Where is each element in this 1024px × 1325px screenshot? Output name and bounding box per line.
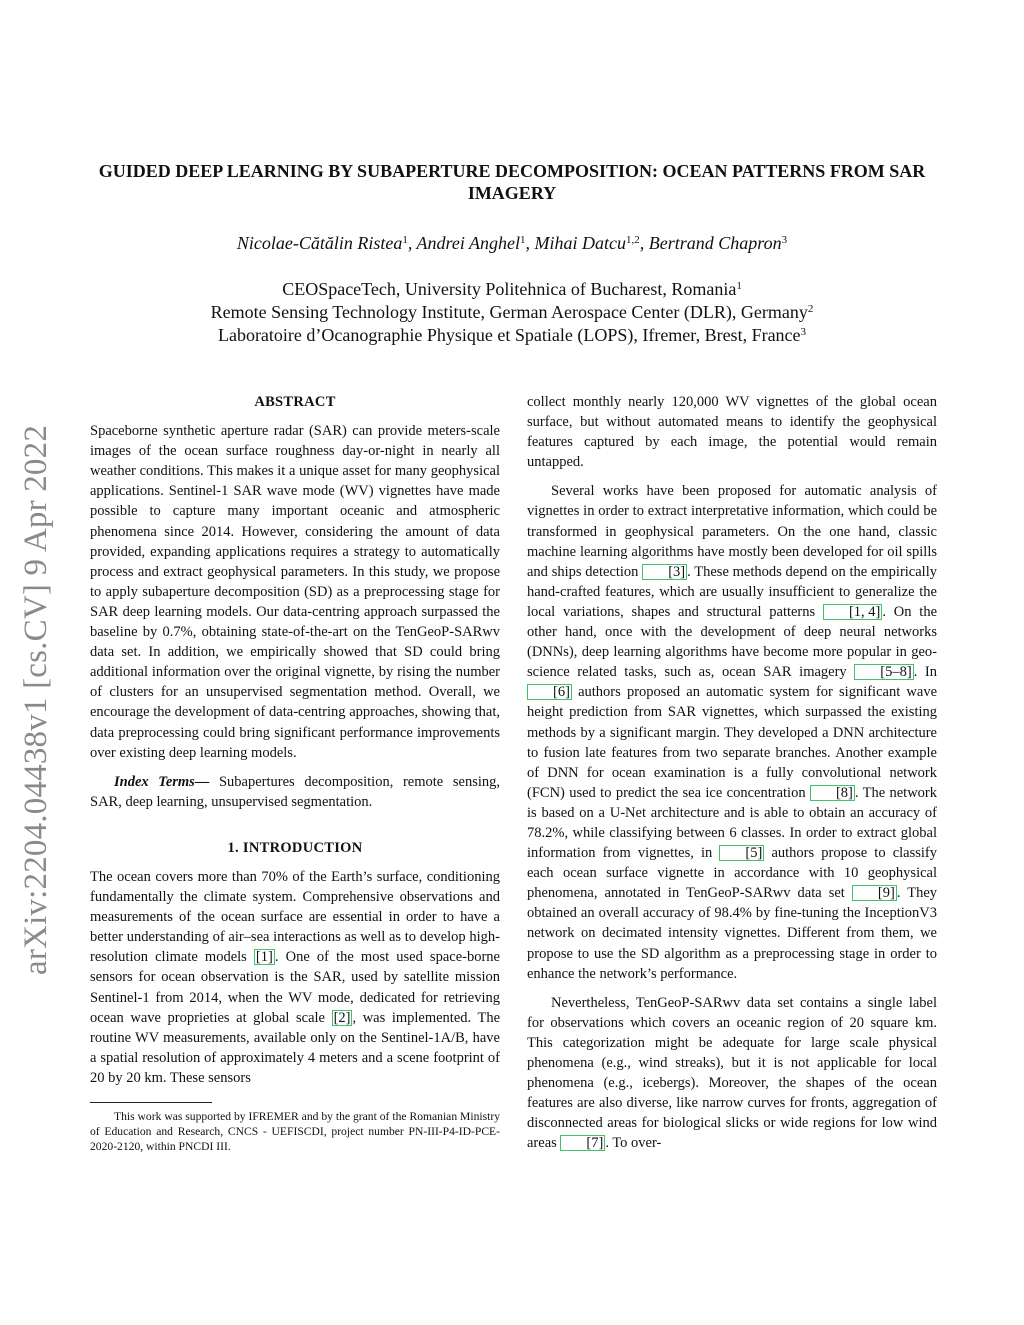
citation-link[interactable]: [5] [719, 845, 764, 861]
abstract-heading: ABSTRACT [254, 394, 336, 410]
citation-link[interactable]: [1, 4] [823, 604, 882, 620]
index-terms-text: Subapertures decomposition, remote sensing, SAR, deep learning, unsupervised segmentation. [90, 773, 501, 810]
affiliation-text: Remote Sensing Technology Institute, German Aerospace Center (DLR), Germany [210, 302, 808, 322]
author-affiliation-mark: 1 [520, 234, 526, 246]
citation-link[interactable]: [1] [255, 949, 273, 966]
affiliation-text: CEOSpaceTech, University Politehnica of Bucharest, Romania [282, 279, 737, 299]
author-name: Mihai Datcu [534, 233, 627, 253]
author-affiliation-mark: 1 [402, 234, 408, 246]
citation-link[interactable]: [2] [333, 1009, 351, 1026]
author-affiliation-mark: 1,2 [626, 234, 640, 246]
paper-title: GUIDED DEEP LEARNING BY SUBAPERTURE DECOMPOSITION: OCEAN PATTERNS FROM SAR IMAGERY [98, 161, 926, 203]
author-name: Andrei Anghel [416, 233, 521, 253]
text-run: . To over- [605, 1135, 662, 1152]
text-run: . On the other hand, once with the development of deep neural networks (DNNs), deep learning algorithms have become more popular in geo-science related tasks, such as, ocean SAR imagery [527, 603, 938, 681]
right-column [527, 392, 937, 1153]
dataset-paragraph [527, 993, 937, 1154]
affiliation [60, 278, 964, 301]
citation-link[interactable]: [9] [852, 885, 897, 901]
text-run: . In [913, 664, 937, 681]
author-name: Nicolae-Cătălin Ristea [236, 233, 403, 253]
left-column [90, 392, 500, 1154]
citation-link[interactable]: [3] [642, 564, 687, 580]
paragraph-continuation: collect monthly nearly 120,000 WV vignettes of the global ocean surface, but without automated means to identify the geophysical features captured by each image, the potential would remain untapped. [527, 394, 937, 471]
introduction-paragraph [90, 867, 500, 1088]
index-terms-label: Index Terms— [114, 773, 210, 790]
citation-link[interactable]: [6] [527, 684, 572, 700]
text-run: . These methods depend on the empirically hand-crafted features, which are usually insufficient to generalize the local variations, shapes and structural patterns [527, 563, 937, 620]
text-run: authors propose to classify each ocean surface vignette in accordance with 10 geophysical phenomena, annotated in TenGeoP-SARwv data set [527, 845, 937, 902]
author-affiliation-mark: 3 [781, 234, 788, 246]
affiliation [60, 301, 964, 324]
text-run: The ocean covers more than 70% of the Earth’s surface, conditioning fundamentally the climate system. Comprehensive observations and measurements of the ocean surface are essential in order to have a better understanding of air–sea interactions as well as to develop high-resolution climate models [90, 868, 500, 966]
text-run: Several works have been proposed for automatic analysis of vignettes in order to extract interpretative information, which could be transformed in geophysical parameters. On the one hand, classic machine learning algorithms have mostly been developed for oil spills and ships detection [527, 483, 937, 580]
funding-footnote: This work was supported by IFREMER and by the grant of the Romanian Ministry of Education and Research, CNCS - UEFISCDI, project number PN-III-P4-ID-PCE-2020-2120, within PNCDI III. [90, 1110, 500, 1153]
footnote-divider [90, 1102, 212, 1103]
introduction-heading: 1. INTRODUCTION [227, 839, 363, 856]
arxiv-identifier: arXiv:2204.04438v1 [cs.CV] 9 Apr 2022 [18, 424, 54, 975]
text-run: . The network is based on a U-Net architecture and is able to obtain an accuracy of 78.2%, while classifying between 6 classes. In order to extract global information from vignettes, in [527, 784, 938, 862]
affiliation-list [60, 278, 964, 347]
text-run: , was implemented. The routine WV measurements, available only on the Sentinel-1A/B, have a spatial resolution of approximately 4 meters and a scene footprint of 20 by 20 km. These sensors [90, 1009, 500, 1086]
text-run: . They obtained an overall accuracy of 98.4% by fine-tuning the InceptionV3 network on decimated intensity vignettes. Different from them, we propose to use the SD algorithm as a preprocessing stage in order to enhance the network’s performance. [527, 885, 938, 982]
affiliation [60, 324, 964, 347]
text-run: authors proposed an automatic system for significant wave height prediction from SAR vignettes, which surpassed the existing methods by a significant margin. They developed a DNN architecture to fusion late features from two separate branches. Another example of DNN for ocean examination is a fully convolutional network (FCN) used to predict the sea ice concentration [527, 684, 937, 801]
citation-link[interactable]: [8] [810, 785, 855, 801]
affiliation-mark: 1 [736, 280, 742, 292]
affiliation-text: Laboratoire d’Ocanographie Physique et Spatiale (LOPS), Ifremer, Brest, France [217, 325, 801, 345]
affiliation-mark: 2 [807, 303, 814, 315]
index-terms [90, 772, 500, 812]
text-run: . One of the most used space-borne sensors for ocean observation is the SAR, used by satellite mission Sentinel-1 from 2014, when the WV mode, dedicated for retrieving ocean wave proprieties at global scale [90, 949, 500, 1026]
author-name: Bertrand Chapron [648, 233, 782, 253]
text-run: Nevertheless, TenGeoP-SARwv data set contains a single label for observations which covers an oceanic region of 20 square km. This categorization might be adequate for large scale physical phenomena (e.g., wind streaks), but it is not applicable for local phenomena (e.g., icebergs). Moreover, the shapes of the ocean features are also diverse, like narrow curves for fronts, aggregation of disconnected areas for biological slicks or wide regions for low wind areas [527, 994, 937, 1152]
affiliation-mark: 3 [800, 326, 807, 338]
citation-link[interactable]: [5–8] [854, 664, 913, 680]
related-work-paragraph [527, 481, 937, 983]
citation-link[interactable]: [7] [560, 1135, 605, 1151]
abstract-text: Spaceborne synthetic aperture radar (SAR) can provide meters-scale images of the ocean surface roughness day-or-night in nearly all weather conditions. This makes it a unique asset for many geophysical applications. Sentinel-1 SAR wave mode (WV) vignettes have made possible to capture many important oceanic and atmospheric phenomena since 2014. However, considering the amount of data provided, expanding applications requires a strategy to automatically process and extract geophysical parameters. In this study, we propose to apply subaperture decomposition (SD) as a preprocessing stage for SAR deep learning models. Our data-centring approach surpassed the baseline by 0.7%, obtaining state-of-the-art on the TenGeoP-SARwv data set. In addition, we empirically showed that SD could bring additional information over the original vignette, by rising the number of clusters for an unsupervised segmentation method. Overall, we encourage the development of data-centring approaches, showing that, data preprocessing could bring significant performance improvements over existing deep learning models. [90, 423, 500, 761]
author-list: Nicolae-Cătălin Ristea$^1$, Andrei Anghel$^1$, Mihai Datcu$^{1,2}$, Bertrand Chapron$^3$ [236, 233, 788, 253]
